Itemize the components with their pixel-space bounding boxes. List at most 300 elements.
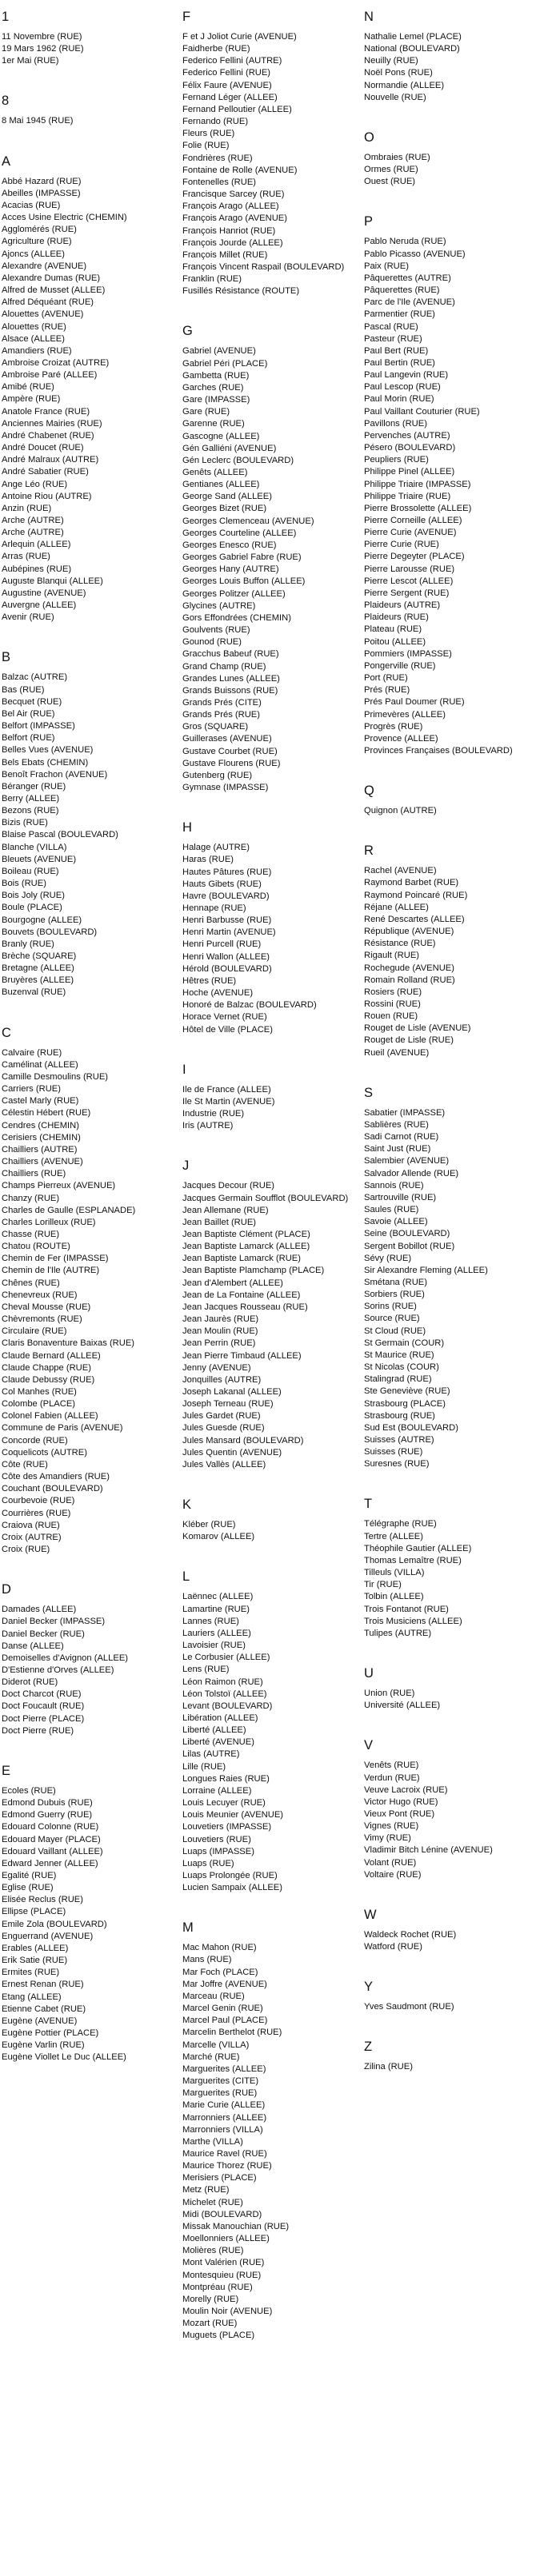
street-entry: Pierre Curie (RUE)	[364, 540, 439, 550]
street-entry: Bizis (RUE)	[2, 818, 48, 828]
street-entry: Bretagne (ALLEE)	[2, 963, 74, 974]
letter-group	[364, 10, 536, 104]
street-entry: Pierre Sergent (RUE)	[364, 588, 450, 598]
street-entry: Chailliers (AUTRE)	[2, 1144, 78, 1154]
letter-group	[364, 784, 536, 817]
street-entry: Chailliers (RUE)	[2, 1169, 66, 1179]
letter-group	[364, 1980, 536, 2013]
letter-group	[182, 324, 354, 794]
street-entry: Marguerites (CITE)	[182, 2076, 259, 2087]
street-entry: Rouget de Lisle (AVENUE)	[364, 1023, 471, 1034]
street-entry: Iris (AUTRE)	[182, 1121, 234, 1131]
street-entry: Côte des Amandiers (RUE)	[2, 1472, 110, 1482]
street-entry: Luaps (RUE)	[182, 1858, 234, 1868]
street-entry: Havre (BOULEVARD)	[182, 891, 270, 901]
street-entry: Tolbin (ALLEE)	[364, 1592, 424, 1602]
street-entry: Volant (RUE)	[364, 1857, 417, 1868]
street-entry: Georges Hany (AUTRE)	[182, 564, 279, 575]
street-entry: Doct Pierre (PLACE)	[2, 1713, 85, 1724]
street-entry: Mar Foch (PLACE)	[182, 1967, 258, 1977]
street-entry: Alouettes (RUE)	[2, 321, 66, 332]
street-entry: Folie (RUE)	[182, 141, 230, 151]
street-entry: Université (ALLEE)	[364, 1701, 441, 1711]
street-entry: Jean Pierre Timbaud (ALLEE)	[182, 1350, 302, 1361]
street-entry: Agglomérés (RUE)	[2, 225, 77, 235]
street-entry: Bleuets (AVENUE)	[2, 854, 77, 864]
street-entry: Louis Lecuyer (RUE)	[182, 1798, 266, 1808]
street-entry: Suisses (RUE)	[364, 1447, 423, 1457]
street-entry: Montpréau (RUE)	[182, 2282, 253, 2292]
street-entry: Bezons (RUE)	[2, 806, 59, 816]
letter-group	[2, 1582, 174, 1737]
street-entry: Union (RUE)	[364, 1689, 415, 1699]
letter-heading: D	[2, 1582, 11, 1597]
street-entry: Gén Leclerc (BOULEVARD)	[182, 455, 294, 465]
street-entry: Claude Debussy (RUE)	[2, 1374, 95, 1385]
street-entry: Marguerites (ALLEE)	[182, 2064, 266, 2074]
street-entry: Branly (RUE)	[2, 939, 54, 949]
street-entry: Emile Zola (BOULEVARD)	[2, 1919, 107, 1929]
street-entry: Tulipes (AUTRE)	[364, 1628, 432, 1638]
street-entry: Blanche (VILLA)	[2, 842, 67, 852]
letter-heading: M	[182, 1920, 194, 1936]
street-entry: Gors Effondrées (CHEMIN)	[182, 612, 291, 623]
street-entry: Buzenval (RUE)	[2, 987, 66, 998]
street-entry: Garches (RUE)	[182, 382, 244, 393]
street-entry: Ampère (RUE)	[2, 394, 61, 405]
letter-group	[364, 1086, 536, 1471]
street-entry: Goulvents (RUE)	[182, 625, 250, 636]
street-entry: Plateau (RUE)	[364, 624, 422, 635]
street-entry: Paul Langevin (RUE)	[364, 370, 449, 381]
street-entry: Savoie (ALLEE)	[364, 1217, 428, 1227]
street-entry: Sorbiers (RUE)	[364, 1290, 425, 1300]
street-entry: Marguerites (RUE)	[182, 2088, 258, 2099]
street-entry: Fusillés Résistance (ROUTE)	[182, 286, 300, 297]
street-entry: Gare (RUE)	[182, 407, 230, 417]
letter-heading: B	[2, 650, 11, 665]
street-entry: Victor Hugo (RUE)	[364, 1796, 438, 1807]
letter-group	[182, 1063, 354, 1133]
street-entry: Mozart (RUE)	[182, 2319, 238, 2329]
street-entry: Félix Faure (AVENUE)	[182, 80, 272, 90]
street-entry: Gabriel Péri (PLACE)	[182, 358, 268, 369]
street-entry: Colombe (PLACE)	[2, 1399, 76, 1410]
letter-heading: A	[2, 154, 11, 169]
street-entry: Cerisiers (CHEMIN)	[2, 1132, 81, 1142]
street-entry: Gounod (RUE)	[182, 637, 242, 648]
street-entry: Provinces Françaises (BOULEVARD)	[364, 745, 513, 756]
street-entry: Paul Vaillant Couturier (RUE)	[364, 406, 480, 417]
street-entry: St Germain (COUR)	[364, 1338, 445, 1348]
street-entry: Rouen (RUE)	[364, 1011, 418, 1022]
street-entry: Béranger (RUE)	[2, 781, 66, 792]
street-entry: Gros (SQUARE)	[182, 722, 249, 732]
street-entry: Lannes (RUE)	[182, 1616, 239, 1626]
street-entry: Carriers (RUE)	[2, 1084, 61, 1095]
street-entry: Voltaire (RUE)	[364, 1869, 422, 1880]
street-entry: Sir Alexandre Fleming (ALLEE)	[364, 1265, 488, 1275]
street-entry: Gustave Flourens (RUE)	[182, 758, 281, 768]
street-entry: Télégraphe (RUE)	[364, 1519, 437, 1529]
street-entry: Raymond Poincaré (RUE)	[364, 890, 468, 900]
street-entry: Acces Usine Electric (CHEMIN)	[2, 213, 127, 223]
street-entry: Georges Louis Buffon (ALLEE)	[182, 576, 306, 587]
street-entry: François Jourde (ALLEE)	[182, 237, 283, 248]
street-entry: Pésero (BOULEVARD)	[364, 443, 456, 453]
street-entry: Léon Raimon (RUE)	[182, 1677, 263, 1687]
street-entry: Philippe Triaire (IMPASSE)	[364, 479, 471, 489]
street-entry: Jean Jacques Rousseau (RUE)	[182, 1302, 308, 1312]
street-entry: Ombraies (RUE)	[364, 152, 430, 162]
street-entry: Marronniers (ALLEE)	[182, 2112, 267, 2123]
street-entry: André Sabatier (RUE)	[2, 467, 89, 477]
street-entry: Bouvets (BOULEVARD)	[2, 927, 98, 937]
street-entry: Grandes Lunes (ALLEE)	[182, 673, 280, 684]
street-entry: Hôtel de Ville (PLACE)	[182, 1024, 273, 1035]
street-entry: Pommiers (IMPASSE)	[364, 648, 452, 659]
street-entry: Concorde (RUE)	[2, 1435, 68, 1446]
street-entry: François Hanriot (RUE)	[182, 225, 276, 236]
street-entry: Jules Vallès (ALLEE)	[182, 1459, 266, 1469]
street-entry: Eugène Pottier (PLACE)	[2, 2028, 99, 2039]
street-entry: Smétana (RUE)	[364, 1277, 427, 1287]
letter-heading: K	[182, 1497, 192, 1513]
street-entry: Glycines (AUTRE)	[182, 600, 256, 611]
street-entry: Vignes (RUE)	[364, 1821, 419, 1832]
street-entry: Missak Manouchian (RUE)	[182, 2221, 290, 2231]
street-entry: Strasbourg (PLACE)	[364, 1398, 446, 1409]
street-entry: Plaideurs (RUE)	[364, 612, 429, 623]
street-entry: Henri Wallon (ALLEE)	[182, 951, 270, 962]
street-entry: Marie Curie (ALLEE)	[182, 2100, 266, 2111]
street-entry: Quignon (AUTRE)	[364, 806, 437, 816]
letter-heading: R	[364, 843, 374, 859]
street-entry: Mac Mahon (RUE)	[182, 1943, 257, 1953]
letter-group	[364, 1666, 536, 1712]
street-entry: André Doucet (RUE)	[2, 443, 84, 453]
street-entry: Ambroise Paré (ALLEE)	[2, 370, 98, 381]
street-entry: Stalingrad (RUE)	[364, 1374, 432, 1385]
street-entry: Ellipse (PLACE)	[2, 1907, 66, 1917]
street-entry: Faidherbe (RUE)	[182, 44, 250, 54]
street-entry: Marcel Paul (PLACE)	[182, 2016, 268, 2026]
street-entry: Joseph Lakanal (ALLEE)	[182, 1387, 282, 1397]
street-entry: Chenevreux (RUE)	[2, 1290, 78, 1300]
street-entry: Danse (ALLEE)	[2, 1641, 64, 1651]
street-entry: Montesquieu (RUE)	[182, 2270, 262, 2280]
street-entry: Gabriel (AVENUE)	[182, 346, 256, 357]
street-entry: Gustave Courbet (RUE)	[182, 746, 278, 756]
street-entry: Claude Chappe (RUE)	[2, 1362, 91, 1373]
street-entry: Port (RUE)	[364, 673, 408, 684]
street-entry: Doct Pierre (RUE)	[2, 1725, 74, 1736]
street-entry: Venêts (RUE)	[364, 1761, 419, 1771]
street-entry: Avenir (RUE)	[2, 612, 54, 623]
street-entry: Paix (RUE)	[364, 261, 409, 271]
street-entry: Rochegude (AVENUE)	[364, 963, 454, 973]
street-entry: Saules (RUE)	[364, 1205, 419, 1215]
street-entry: Sabatier (IMPASSE)	[364, 1107, 446, 1118]
street-entry: Blaise Pascal (BOULEVARD)	[2, 830, 118, 840]
street-entry: Chemin de l'Ile (AUTRE)	[2, 1266, 100, 1276]
street-entry: Edouard Colonne (RUE)	[2, 1822, 99, 1832]
street-entry: Lille (RUE)	[182, 1761, 226, 1772]
street-entry: Luaps (IMPASSE)	[182, 1846, 254, 1856]
street-entry: Pâquerettes (RUE)	[364, 285, 440, 296]
street-entry: Agriculture (RUE)	[2, 237, 72, 247]
street-entry: Gutenberg (RUE)	[182, 770, 253, 780]
street-entry: Jules Gardet (RUE)	[182, 1411, 261, 1422]
street-entry: Alouettes (AVENUE)	[2, 309, 84, 320]
street-entry: Marcelle (VILLA)	[182, 2040, 250, 2050]
street-entry: Pablo Picasso (AVENUE)	[364, 249, 466, 259]
street-entry: Morelly (RUE)	[182, 2294, 239, 2304]
street-entry: Vimy (RUE)	[364, 1833, 411, 1844]
street-entry: Plaideurs (AUTRE)	[364, 600, 441, 611]
street-entry: Paul Bertin (RUE)	[364, 357, 435, 368]
letter-group	[364, 130, 536, 188]
street-entry: Résistance (RUE)	[364, 939, 436, 949]
street-entry: Champs Pierreux (AVENUE)	[2, 1181, 116, 1191]
street-entry: Gentianes (ALLEE)	[182, 480, 260, 490]
street-entry: Fernand Pelloutier (ALLEE)	[182, 104, 292, 114]
street-entry: Bruyères (ALLEE)	[2, 975, 74, 986]
street-entry: Claude Bernard (ALLEE)	[2, 1350, 101, 1361]
street-entry: Antoine Riou (AUTRE)	[2, 491, 92, 501]
street-entry: Lorraine (ALLEE)	[182, 1785, 252, 1796]
street-entry: Jean de La Fontaine (ALLEE)	[182, 1290, 301, 1300]
street-entry: Marcelin Berthelot (RUE)	[182, 2028, 282, 2038]
street-entry: Calvaire (RUE)	[2, 1047, 62, 1058]
street-entry: 19 Mars 1962 (RUE)	[2, 44, 84, 54]
street-entry: Daniel Becker (IMPASSE)	[2, 1617, 106, 1627]
street-entry: Moulin Noir (AVENUE)	[182, 2307, 273, 2316]
street-entry: Paul Bert (RUE)	[364, 345, 429, 356]
street-entry: Merisiers (PLACE)	[182, 2173, 257, 2183]
street-entry: Augustine (AVENUE)	[2, 588, 86, 598]
letter-group	[182, 1569, 354, 1894]
street-entry: Boule (PLACE)	[2, 903, 62, 913]
street-entry: Réjane (ALLEE)	[364, 902, 429, 912]
street-entry: Bourgogne (ALLEE)	[2, 915, 82, 925]
street-entry: Molières (RUE)	[182, 2246, 244, 2256]
street-entry: Maurice Ravel (RUE)	[182, 2148, 267, 2159]
street-entry: Liberté (AVENUE)	[182, 1737, 254, 1748]
letter-heading: S	[364, 1085, 374, 1100]
street-entry: Marceau (RUE)	[182, 1991, 245, 2001]
street-entry: Luaps Prolongée (RUE)	[182, 1871, 278, 1880]
street-entry: Pâquerettes (AUTRE)	[364, 273, 451, 283]
street-entry: Thomas Lemaître (RUE)	[364, 1555, 462, 1565]
street-entry: Fernand Léger (ALLEE)	[182, 92, 278, 102]
letter-group	[2, 1026, 174, 1557]
street-entry: Libération (ALLEE)	[182, 1713, 258, 1723]
street-entry: Pierre Brossolette (ALLEE)	[364, 503, 472, 513]
street-entry: Sévy (RUE)	[364, 1253, 412, 1263]
street-entry: Jean d'Alembert (ALLEE)	[182, 1278, 283, 1288]
street-entry: Tilleuls (VILLA)	[364, 1568, 425, 1578]
street-entry: Sergent Bobillot (RUE)	[364, 1241, 455, 1251]
street-entry: Daniel Becker (RUE)	[2, 1629, 85, 1639]
street-entry: Vladimir Bitch Lénine (AVENUE)	[364, 1845, 493, 1856]
letter-heading: I	[182, 1062, 186, 1077]
street-entry: Jules Quentin (AVENUE)	[182, 1447, 282, 1457]
street-entry: Raymond Barbet (RUE)	[364, 878, 459, 888]
street-entry: André Malraux (AUTRE)	[2, 455, 99, 465]
letter-group	[364, 1497, 536, 1640]
street-entry: Nathalie Lemel (PLACE)	[364, 32, 462, 42]
street-entry: Georges Politzer (ALLEE)	[182, 588, 286, 599]
street-entry: Maurice Thorez (RUE)	[182, 2161, 272, 2171]
street-entry: Strasbourg (RUE)	[364, 1410, 435, 1421]
street-entry: Louis Meunier (AVENUE)	[182, 1810, 284, 1820]
street-entry: Arche (AUTRE)	[2, 528, 64, 538]
street-entry: Commune de Paris (AVENUE)	[2, 1423, 123, 1434]
street-entry: Jean Baillet (RUE)	[182, 1217, 257, 1227]
street-entry: Célestin Hébert (RUE)	[2, 1108, 91, 1119]
street-entry: Col Manhes (RUE)	[2, 1387, 77, 1397]
street-entry: Ecoles (RUE)	[2, 1785, 56, 1796]
street-entry: Halage (AUTRE)	[182, 843, 250, 853]
street-entry: Auvergne (ALLEE)	[2, 600, 77, 611]
street-entry: Bois (RUE)	[2, 879, 46, 889]
street-entry: Pavillons (RUE)	[364, 418, 427, 429]
street-entry: Belles Vues (AVENUE)	[2, 745, 94, 756]
letter-heading: P	[364, 214, 374, 229]
street-entry: Elisée Reclus (RUE)	[2, 1895, 83, 1905]
street-entry: Laënnec (ALLEE)	[182, 1592, 254, 1602]
street-entry: Claris Bonaventure Baixas (RUE)	[2, 1338, 135, 1349]
street-entry: Abbé Hazard (RUE)	[2, 176, 82, 186]
street-entry: Acacias (RUE)	[2, 200, 61, 210]
street-entry: Anzin (RUE)	[2, 503, 52, 513]
street-entry: Hêtres (RUE)	[182, 975, 237, 986]
street-entry: Théophile Gautier (ALLEE)	[364, 1543, 472, 1553]
street-entry: Edward Jenner (ALLEE)	[2, 1858, 98, 1868]
street-entry: Edmond Guerry (RUE)	[2, 1810, 93, 1820]
street-entry: Cheval Mousse (RUE)	[2, 1302, 91, 1312]
street-entry: Rueil (AVENUE)	[364, 1047, 430, 1058]
street-entry: Eugène (AVENUE)	[2, 2016, 78, 2026]
street-entry: Chatou (ROUTE)	[2, 1242, 70, 1252]
street-entry: Lavoisier (RUE)	[182, 1641, 246, 1651]
street-entry: Verdun (RUE)	[364, 1772, 420, 1783]
street-entry: Georges Gabriel Fabre (RUE)	[182, 552, 302, 563]
street-entry: Pascal (RUE)	[364, 321, 418, 332]
street-entry: Jean Allemane (RUE)	[182, 1205, 269, 1215]
letter-heading: N	[364, 10, 374, 24]
street-entry: Franklin (RUE)	[182, 274, 242, 285]
street-entry: Hérold (BOULEVARD)	[182, 963, 272, 974]
street-entry: Auguste Blanqui (ALLEE)	[2, 576, 103, 586]
letter-heading: O	[364, 130, 374, 145]
street-entry: Georges Courteline (ALLEE)	[182, 528, 297, 538]
street-entry: Bas (RUE)	[2, 684, 45, 695]
street-entry: Sorins (RUE)	[364, 1302, 417, 1312]
street-entry: Peupliers (RUE)	[364, 455, 429, 465]
street-entry: Metz (RUE)	[182, 2185, 230, 2195]
street-entry: Jonquilles (AUTRE)	[182, 1374, 262, 1385]
street-entry: Becquet (RUE)	[2, 696, 62, 707]
street-entry: Pasteur (RUE)	[364, 333, 422, 344]
street-entry: Ste Geneviève (RUE)	[364, 1386, 450, 1397]
street-entry: Chèvremonts (RUE)	[2, 1314, 82, 1325]
street-entry: Zilina (RUE)	[364, 2062, 413, 2072]
street-entry: Primevères (ALLEE)	[364, 709, 446, 720]
street-entry: Suresnes (RUE)	[364, 1459, 430, 1469]
letter-heading: L	[182, 1569, 190, 1585]
street-entry: Jacques Germain Soufflot (BOULEVARD)	[182, 1193, 349, 1203]
street-entry: Edouard Vaillant (ALLEE)	[2, 1846, 103, 1856]
street-entry: F et J Joliot Curie (AVENUE)	[182, 32, 297, 42]
street-entry: François Arago (AVENUE)	[182, 213, 287, 224]
street-entry: Watford (RUE)	[364, 1942, 422, 1952]
street-entry: Ernest Renan (RUE)	[2, 1980, 84, 1990]
street-entry: Pablo Neruda (RUE)	[364, 237, 446, 247]
street-entry: Komarov (ALLEE)	[182, 1532, 255, 1542]
street-entry: Arlequin (ALLEE)	[2, 540, 71, 550]
street-entry: Tir (RUE)	[364, 1580, 402, 1590]
street-entry: Pierre Larousse (RUE)	[364, 564, 455, 574]
street-entry: Croix (RUE)	[2, 1545, 50, 1555]
street-entry: Trois Musiciens (ALLEE)	[364, 1616, 462, 1626]
street-entry: Lauriers (ALLEE)	[182, 1628, 251, 1638]
street-entry: St Maurice (RUE)	[364, 1350, 434, 1360]
street-entry: Erables (ALLEE)	[2, 1943, 69, 1953]
street-entry: Marché (RUE)	[182, 2052, 240, 2062]
street-entry: Mans (RUE)	[182, 1955, 232, 1965]
column-2	[182, 10, 354, 2368]
street-entry: Fondrières (RUE)	[182, 153, 253, 163]
letter-group	[364, 843, 536, 1059]
street-entry: Eugène Varlin (RUE)	[2, 2040, 85, 2051]
street-entry: Pervenches (AUTRE)	[364, 430, 450, 441]
street-entry: Sud Est (BOULEVARD)	[364, 1422, 458, 1433]
street-entry: Moellonniers (ALLEE)	[182, 2234, 270, 2244]
street-entry: Enguerrand (AVENUE)	[2, 1931, 94, 1941]
street-entry: Amibé (RUE)	[2, 382, 54, 393]
street-entry: Henri Martin (AVENUE)	[182, 927, 276, 938]
street-entry: Bois Joly (RUE)	[2, 891, 65, 901]
street-entry: Salembier (AVENUE)	[364, 1156, 450, 1166]
street-entry: Alexandre (AVENUE)	[2, 261, 87, 271]
street-entry: Jean Moulin (RUE)	[182, 1326, 258, 1337]
street-entry: Paul Lescop (RUE)	[364, 382, 441, 393]
street-entry: Léon Tolstoï (ALLEE)	[182, 1689, 267, 1699]
street-entry: Gén Galliéni (AVENUE)	[182, 443, 277, 453]
street-entry: Genêts (ALLEE)	[182, 468, 248, 477]
street-entry: Georges Bizet (RUE)	[182, 504, 267, 514]
letter-group	[2, 10, 174, 67]
street-entry: Federico Fellini (AUTRE)	[182, 56, 282, 66]
street-entry: Chailliers (AVENUE)	[2, 1157, 83, 1167]
street-entry: Suisses (AUTRE)	[364, 1435, 434, 1445]
street-entry: Salvador Allende (RUE)	[364, 1168, 459, 1178]
letter-heading: 1	[2, 10, 10, 24]
letter-heading: U	[364, 1666, 374, 1681]
street-entry: Alfred Déquéant (RUE)	[2, 297, 94, 308]
street-entry: Camille Desmoulins (RUE)	[2, 1071, 109, 1082]
street-entry: Yves Saudmont (RUE)	[364, 2002, 454, 2012]
street-entry: Edouard Mayer (PLACE)	[2, 1834, 101, 1844]
street-entry: Gare (IMPASSE)	[182, 395, 250, 405]
letter-heading: Z	[364, 2040, 373, 2055]
street-entry: Marthe (VILLA)	[182, 2136, 243, 2147]
street-entry: Le Corbusier (ALLEE)	[182, 1653, 270, 1663]
street-entry: Abeilles (IMPASSE)	[2, 188, 81, 198]
street-entry: Castel Marly (RUE)	[2, 1096, 79, 1107]
